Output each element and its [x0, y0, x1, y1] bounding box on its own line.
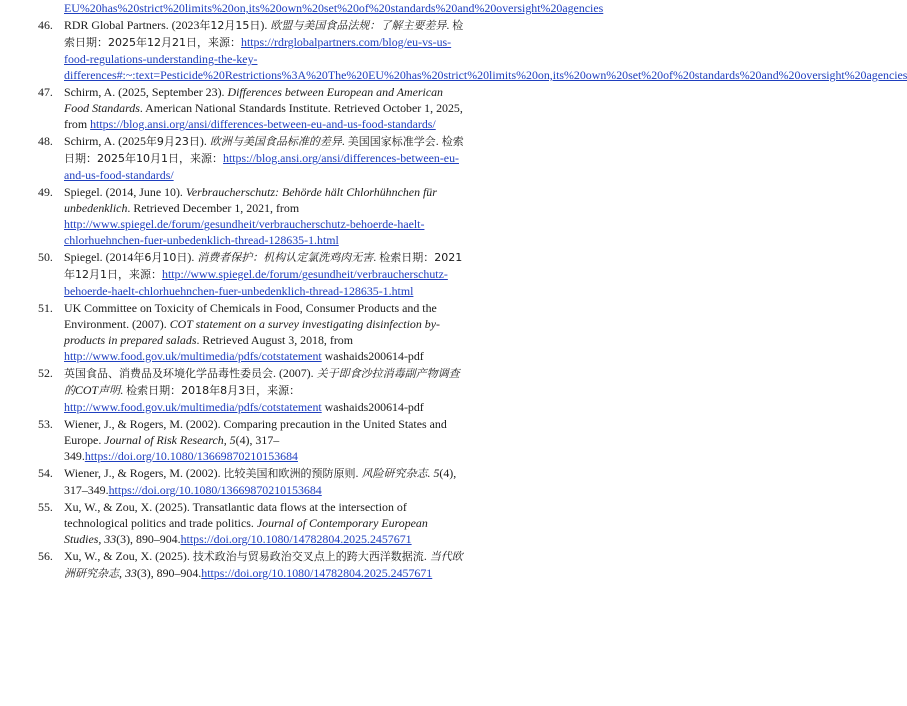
reference-text: . Retrieved August 3, 2018, from	[196, 333, 353, 347]
reference-text-zh: 检索日期：2025年12月21日，来源：	[64, 19, 464, 49]
reference-text: washaids200614-pdf	[321, 400, 424, 414]
reference-text: .	[446, 18, 453, 32]
reference-text: .	[435, 134, 442, 148]
reference-title-zh: 欧盟与美国食品法规：了解主要差异	[270, 19, 447, 32]
reference-text: (3), 890–904.	[116, 532, 181, 546]
reference-title: Verbraucherschutz: Behörde hält Chlorhühnchen für unbedenklich	[64, 185, 437, 215]
reference-title: COT statement on a survey investigating disinfection by-products in prepared salads	[64, 317, 440, 347]
reference-link[interactable]: https://rdrglobalpartners.com/blog/eu-vs-us-food-regulations-understanding-the-key-differences#:~:text=Pesticide%20Restrictions%3A%20The%20EU%20has%20strict%20limits%20on,its%20own%20set%20of%20standards%20and%20oversight%20agencies	[64, 35, 907, 82]
reference-title-zh: 声明	[98, 384, 121, 397]
reference-item	[38, 416, 466, 464]
reference-title-zh: 风险研究杂志	[361, 467, 428, 480]
reference-number: 51.	[38, 301, 53, 315]
reference-title: Journal of Contemporary European Studies, 33	[64, 516, 428, 546]
reference-number: 56.	[38, 549, 53, 563]
reference-text: . Retrieved December 1, 2021, from	[127, 201, 300, 215]
reference-item	[38, 133, 466, 183]
reference-text: Wiener, J., & Rogers, M. (2002).	[64, 466, 224, 480]
reference-title: . 5	[427, 466, 440, 480]
reference-text: .	[373, 250, 380, 264]
reference-text: Wiener, J., & Rogers, M. (2002). Comparing precaution in the United States and Europe.	[64, 417, 447, 447]
reference-text-zh: 年9月23日	[145, 135, 200, 148]
reference-text-zh: 年6月10日	[133, 251, 188, 264]
reference-link[interactable]: http://www.spiegel.de/forum/gesundheit/verbraucherschutz-behoerde-haelt-chlorhuehnchen-fuer-unbedenklich-thread-128635-1.html	[64, 217, 425, 247]
reference-number: 48.	[38, 134, 53, 148]
reference-text-zh: 检索日期：2018年8月3日，来源：	[126, 384, 301, 397]
reference-item	[38, 184, 466, 248]
reference-text: . (2007).	[273, 366, 317, 380]
reference-title-zh: 欧洲与美国食品标准的差异	[209, 135, 342, 148]
reference-link[interactable]: https://doi.org/10.1080/14782804.2025.2457671	[201, 566, 433, 580]
reference-title-zh: 消费者保护：机构认定氯洗鸡肉无害	[197, 251, 374, 264]
reference-title: COT	[75, 383, 99, 397]
reference-text-zh: 比较美国和欧洲的预防原则	[223, 467, 356, 480]
reference-link[interactable]: https://blog.ansi.org/ansi/differences-between-eu-and-us-food-standards/	[90, 117, 436, 131]
reference-item	[38, 84, 466, 132]
reference-text: UK Committee on Toxicity of Chemicals in Food, Consumer Products and the Environment. (2007).	[64, 301, 437, 331]
continuation-link-text[interactable]: EU%20has%20strict%20limits%20on,its%20own%20set%20of%20standards%20and%20oversight%20agencies	[64, 1, 604, 15]
reference-text: ).	[187, 250, 198, 264]
reference-number: 47.	[38, 85, 53, 99]
reference-text-zh: 检索日期：2025年10月1日，来源：	[64, 135, 464, 165]
reference-link[interactable]: https://blog.ansi.org/ansi/differences-between-eu-and-us-food-standards/	[64, 151, 459, 182]
continuation-link[interactable]	[38, 0, 604, 16]
reference-text: (3), 890–904.	[136, 566, 202, 580]
reference-title: Journal of Risk Research, 5	[104, 433, 236, 447]
reference-text-zh: 技术政治与贸易政治交叉点上的跨大西洋数据流	[192, 550, 424, 563]
reference-number: 49.	[38, 185, 53, 199]
reference-title-zh: 关于即食沙拉消毒副产物调查的	[64, 367, 460, 397]
reference-title-zh: 当代欧洲研究杂志	[64, 550, 463, 580]
reference-text-zh: 美国国家标准学会	[347, 135, 436, 148]
reference-text: .	[120, 383, 127, 397]
reference-list	[38, 17, 907, 582]
reference-text: .	[355, 466, 362, 480]
reference-number: 52.	[38, 366, 53, 380]
reference-text: Xu, W., & Zou, X. (2025).	[64, 549, 193, 563]
reference-text: . American National Standards Institute. Retrieved October 1, 2025, from	[64, 101, 463, 131]
reference-number: 50.	[38, 250, 53, 264]
reference-item	[38, 499, 466, 547]
reference-text: Spiegel. (2014, June 10).	[64, 185, 186, 199]
reference-link[interactable]: http://www.food.gov.uk/multimedia/pdfs/cotstatement	[64, 349, 322, 363]
reference-text-zh: 英国食品、消费品及环境化学品毒性委员会	[64, 367, 273, 380]
reference-text: (4), 317–349.	[64, 433, 280, 463]
reference-text: Schirm, A. (2025, September 23).	[64, 85, 228, 99]
reference-link[interactable]: https://doi.org/10.1080/14782804.2025.2457671	[180, 532, 412, 546]
reference-text: (4), 317–349.	[64, 466, 457, 497]
reference-number: 55.	[38, 500, 53, 514]
reference-text: RDR Global Partners. (2023	[64, 18, 200, 32]
reference-text-zh: 年12月15日	[199, 19, 261, 32]
reference-item	[38, 548, 466, 582]
reference-text: ).	[199, 134, 210, 148]
reference-text: .	[341, 134, 348, 148]
reference-link[interactable]: https://doi.org/10.1080/13669870210153684	[108, 483, 322, 497]
reference-number: 46.	[38, 18, 53, 32]
reference-text: Xu, W., & Zou, X. (2025). Transatlantic data flows at the intersection of technological politics and trade politics.	[64, 500, 407, 530]
reference-text: .	[423, 549, 430, 563]
reference-text: Schirm, A. (2025	[64, 134, 146, 148]
reference-title: Differences between European and American Food Standards	[64, 85, 444, 115]
reference-text: ).	[260, 18, 271, 32]
reference-link[interactable]: https://doi.org/10.1080/13669870210153684	[84, 449, 298, 463]
reference-number: 54.	[38, 466, 53, 480]
reference-item	[38, 17, 907, 83]
reference-title: , 33	[119, 566, 137, 580]
reference-number: 53.	[38, 417, 53, 431]
reference-item	[38, 365, 466, 415]
reference-text: Spiegel. (2014	[64, 250, 134, 264]
reference-link[interactable]: http://www.spiegel.de/forum/gesundheit/verbraucherschutz-behoerde-haelt-chlorhuehnchen-fuer-unbedenklich-thread-128635-1.html	[64, 267, 448, 298]
reference-item	[38, 300, 466, 364]
reference-link[interactable]: http://www.food.gov.uk/multimedia/pdfs/cotstatement	[64, 400, 322, 414]
reference-item	[38, 249, 466, 299]
reference-text: washaids200614-pdf	[321, 349, 424, 363]
reference-item	[38, 465, 466, 498]
reference-text-zh: 检索日期：2021年12月1日，来源：	[64, 251, 463, 281]
